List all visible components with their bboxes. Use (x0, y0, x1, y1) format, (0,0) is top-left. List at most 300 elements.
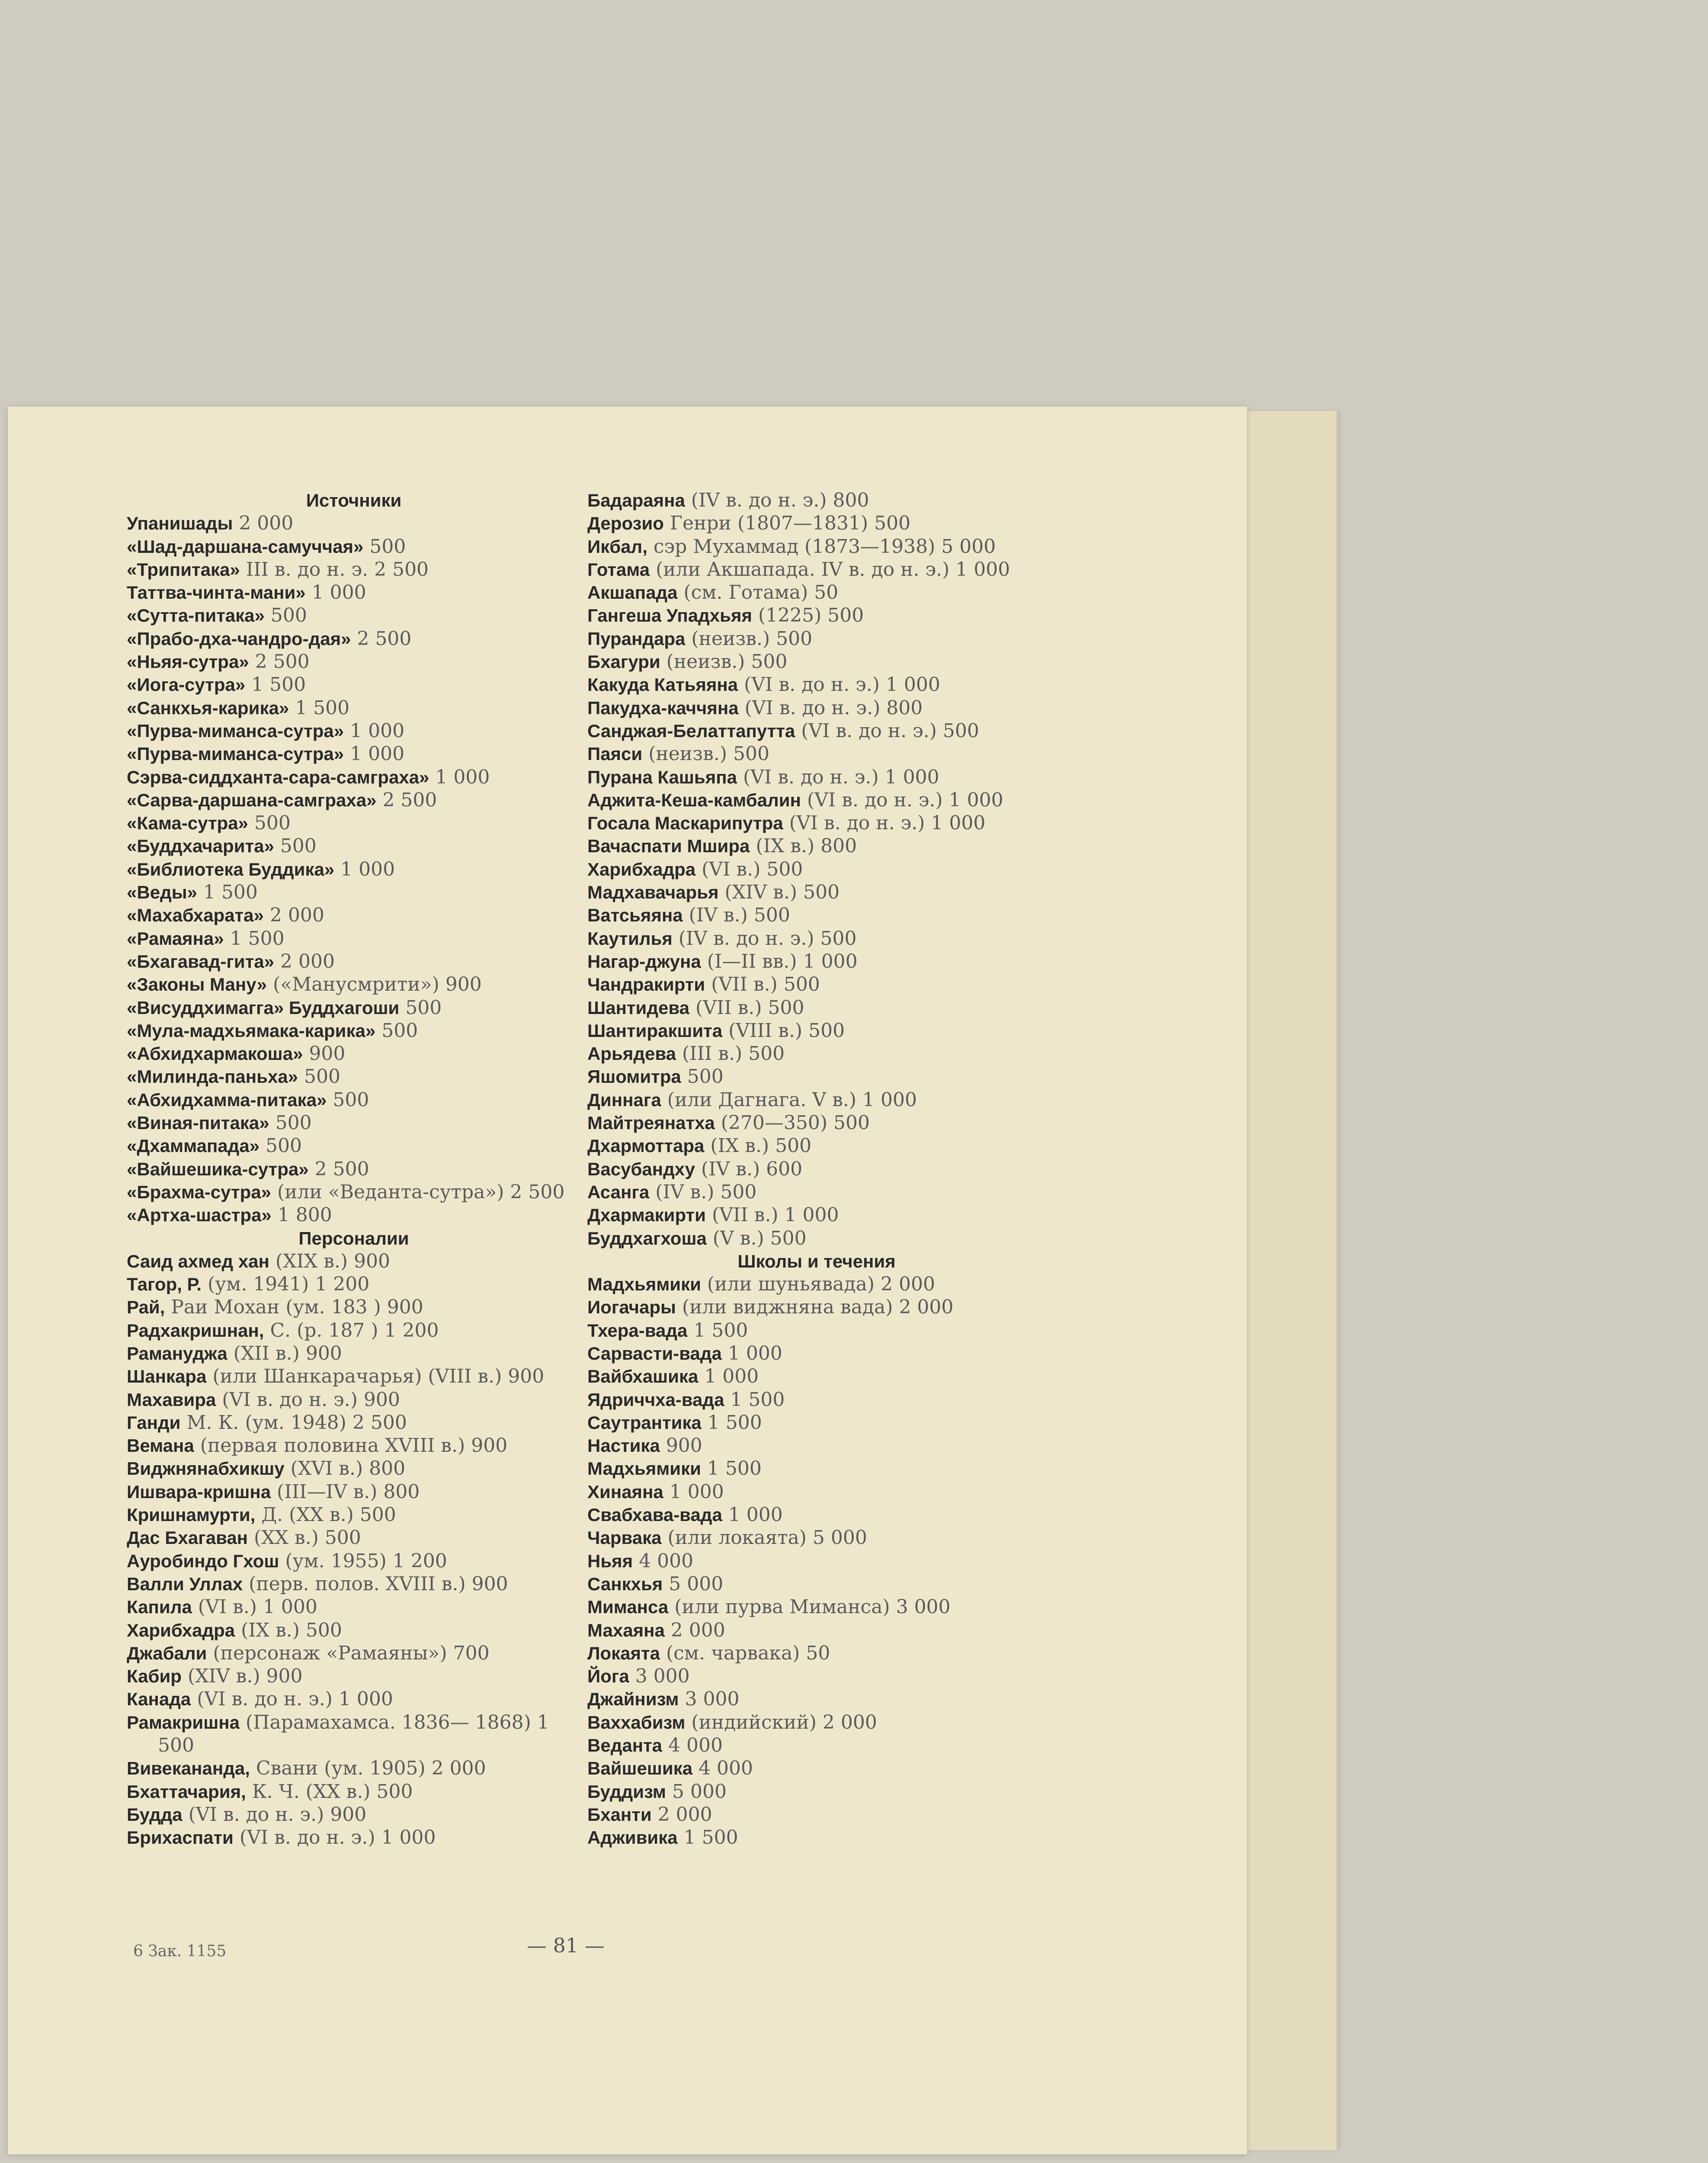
index-entry (127, 766, 581, 789)
entry-details: 4 000 (633, 1550, 694, 1572)
entry-heading: Дхармоттара (587, 1136, 705, 1156)
entry-details: (ум. 1941) 1 200 (201, 1273, 370, 1296)
entry-heading: Гангеша Упадхьяя (587, 605, 752, 626)
index-entry (587, 719, 1046, 742)
index-entry (587, 1181, 1046, 1203)
entry-details: (1225) 500 (752, 604, 864, 627)
entry-heading: Пакудха-каччяна (587, 697, 739, 718)
index-entry (587, 512, 1046, 535)
entry-heading: «Мула-мадхьямака-карика» (127, 1020, 376, 1041)
entry-heading: «Шад-даршана-самуччая» (127, 536, 364, 557)
entry-details: (IV в. до н. э.) 500 (672, 927, 857, 950)
index-entry (587, 1757, 1046, 1780)
entry-heading: «Пурва-миманса-сутра» (127, 744, 344, 764)
index-entry (587, 1434, 1046, 1457)
entry-heading: Шантидева (587, 997, 689, 1018)
entry-details: (XIV в.) 500 (718, 881, 840, 904)
entry-details: (Парамахамса. 1836— 1868) 1 500 (158, 1711, 549, 1757)
entry-heading: Мадхавачарья (587, 882, 719, 903)
entry-details: 2 000 (233, 512, 294, 535)
entry-details: (VII в.) 500 (705, 973, 820, 996)
entry-details: (VI в. до н. э.) 1 000 (783, 812, 986, 834)
entry-details: 1 000 (344, 719, 405, 742)
entry-heading: Паяси (587, 744, 643, 764)
entry-details: 2 000 (651, 1803, 712, 1826)
index-entry (127, 812, 581, 834)
entry-heading: «Виная-питака» (127, 1113, 269, 1133)
entry-details: К. Ч. (XX в.) 500 (246, 1780, 413, 1803)
entry-details: (индийский) 2 000 (685, 1711, 877, 1733)
index-entry (127, 1388, 581, 1411)
sources-heading: Источники (306, 490, 402, 510)
index-entry (587, 1111, 1046, 1134)
index-entry (587, 1503, 1046, 1526)
entry-details: Свани (ум. 1905) 2 000 (250, 1757, 486, 1780)
printer-signature: 6 Зак. 1155 (133, 1942, 227, 1960)
index-entry (127, 581, 581, 604)
entry-heading: Арьядева (587, 1043, 676, 1064)
entry-heading: Вивекананда, (127, 1758, 250, 1779)
index-entry (127, 996, 581, 1019)
entry-details: (IX в.) 800 (750, 835, 857, 857)
index-entry (127, 858, 581, 881)
entry-heading: «Артха-шастра» (127, 1205, 272, 1226)
entry-details: 500 (269, 1112, 312, 1134)
entry-heading: Свабхава-вада (587, 1505, 722, 1525)
entry-details: 1 000 (305, 581, 366, 604)
index-entry (587, 535, 1046, 558)
entry-details: (или Дагнага. V в.) 1 000 (661, 1088, 917, 1111)
index-entry (587, 673, 1046, 696)
entry-details: 500 (363, 535, 406, 558)
index-entry (587, 1158, 1046, 1181)
index-entry (587, 1550, 1046, 1573)
index-entry (587, 766, 1046, 789)
index-entry (127, 673, 581, 696)
entry-heading: Кабир (127, 1666, 182, 1687)
index-entry (127, 535, 581, 558)
entry-heading: Ядриччха-вада (587, 1389, 724, 1410)
index-entry (587, 1803, 1046, 1826)
index-entry (127, 1181, 581, 1203)
index-entry (127, 1780, 581, 1803)
entry-heading: «Бхагавад-гита» (127, 951, 274, 972)
entry-details: 2 500 (376, 789, 437, 811)
entry-heading: Настика (587, 1435, 660, 1456)
entry-heading: «Абхидхамма-питака» (127, 1089, 327, 1110)
entry-details: 2 500 (249, 651, 310, 673)
entry-details: Раи Мохан (ум. 183 ) 900 (165, 1296, 423, 1319)
entry-details: (III в.) 500 (676, 1043, 785, 1065)
entry-details: (IV в.) 500 (649, 1181, 757, 1203)
entry-heading: Асанга (587, 1181, 650, 1202)
entry-heading: Шантиракшита (587, 1020, 723, 1041)
entry-heading: Ганди (127, 1412, 181, 1433)
entry-details: (VII в.) 1 000 (705, 1204, 839, 1226)
index-entry (587, 1365, 1046, 1388)
entry-heading: Тагор, Р. (127, 1274, 202, 1295)
entry-heading: «Сутта-питака» (127, 605, 265, 626)
index-entry (587, 973, 1046, 996)
index-entry (587, 627, 1046, 650)
index-entry (127, 1342, 581, 1365)
entry-details: (персонаж «Рамаяны») 700 (207, 1642, 490, 1664)
entry-heading: Икбал, (587, 536, 647, 557)
index-entry (127, 1573, 581, 1595)
entry-details: 5 000 (666, 1780, 727, 1803)
index-entry (127, 1111, 581, 1134)
entry-details: 2 000 (274, 950, 335, 972)
entry-heading: Мадхьямики (587, 1458, 701, 1479)
index-entry (127, 834, 581, 857)
entry-heading: Санджая-Белаттапутта (587, 720, 795, 741)
entry-heading: «Сарва-даршана-самграха» (127, 789, 377, 810)
entry-heading: Готама (587, 559, 650, 580)
schools-list (587, 1273, 1046, 1849)
entry-details: (VI в. до н. э.) 1 000 (191, 1688, 393, 1711)
entry-heading: Валли Уллах (127, 1573, 243, 1594)
entry-heading: Джайнизм (587, 1689, 679, 1710)
index-entry (587, 1780, 1046, 1803)
entry-details: (VI в. до н. э.) 1 000 (738, 674, 940, 696)
entry-details: 1 800 (271, 1204, 332, 1226)
entry-heading: Вемана (127, 1435, 194, 1456)
index-entry (587, 1227, 1046, 1250)
index-entry (587, 812, 1046, 834)
index-entry (587, 1134, 1046, 1157)
entry-heading: «Прабо-дха-чандро-дая» (127, 628, 351, 649)
index-entry (587, 1711, 1046, 1734)
entry-details: (VI в.) 500 (695, 858, 803, 880)
index-entry (127, 1158, 581, 1181)
entry-details: (VI в. до н. э.) 900 (182, 1803, 367, 1826)
index-entry (127, 1550, 581, 1573)
index-entry (587, 1065, 1046, 1088)
index-entry (587, 858, 1046, 881)
entry-details: (ум. 1955) 1 200 (279, 1550, 447, 1572)
index-entry (587, 742, 1046, 765)
entry-details: 1 500 (289, 696, 350, 719)
entry-heading: Ватсьяяна (587, 905, 683, 926)
entry-heading: Виджнянабхикшу (127, 1458, 285, 1479)
index-entry (587, 604, 1046, 627)
index-entry (127, 1757, 581, 1780)
entry-details: (I—II вв.) 1 000 (701, 950, 858, 972)
entry-details: (VI в. до н. э.) 1 000 (737, 766, 939, 788)
index-entry (127, 789, 581, 812)
entry-heading: Буддизм (587, 1781, 666, 1802)
entry-details: (IX в.) 500 (235, 1619, 342, 1641)
index-entry (587, 1088, 1046, 1111)
page-number: — 81 — (527, 1934, 605, 1957)
index-entry (127, 1434, 581, 1457)
entry-details: 1 500 (701, 1457, 762, 1480)
entry-details: (см. Готама) 50 (677, 581, 839, 604)
entry-heading: «Веды» (127, 882, 197, 903)
entry-heading: Упанишады (127, 513, 233, 534)
index-entry (127, 904, 581, 927)
entry-details: (V в.) 500 (706, 1227, 807, 1249)
entry-heading: Тхера-вада (587, 1320, 688, 1341)
index-entry (127, 650, 581, 673)
index-entry (127, 742, 581, 765)
entry-heading: Вайбхашика (587, 1366, 699, 1387)
entry-heading: Бадараяна (587, 490, 685, 510)
entry-heading: Локаята (587, 1643, 660, 1663)
index-entry (587, 1526, 1046, 1549)
index-entry (127, 1619, 581, 1642)
entry-details: М. К. (ум. 1948) 2 500 (180, 1411, 407, 1434)
index-entry (127, 1480, 581, 1503)
entry-details: 900 (303, 1043, 346, 1065)
entry-details: (VI в. до н. э.) 800 (738, 696, 923, 719)
entry-heading: Радхакришнан, (127, 1320, 264, 1341)
index-entry (587, 881, 1046, 904)
entry-details: 2 000 (263, 904, 324, 927)
entry-heading: Васубандху (587, 1159, 695, 1179)
entry-details: 2 000 (664, 1619, 725, 1641)
entry-heading: Адживика (587, 1827, 678, 1848)
entry-details: 500 (298, 1065, 340, 1088)
entry-details: 500 (274, 835, 317, 857)
entry-details: (IV в.) 500 (683, 904, 790, 927)
index-entry (127, 1273, 581, 1296)
entry-heading: «Махабхарата» (127, 905, 264, 926)
entry-heading: Санкхья (587, 1573, 663, 1594)
entry-details: 1 000 (344, 743, 405, 765)
entry-heading: Рай, (127, 1297, 165, 1318)
entry-heading: Дерозио (587, 513, 664, 534)
underlying-page-edge (1246, 411, 1338, 2150)
entry-details: 500 (681, 1065, 724, 1088)
entry-heading: Какуда Катьяяна (587, 674, 738, 695)
entry-heading: Мадхьямики (587, 1274, 701, 1295)
entry-heading: «Библиотека Буддика» (127, 859, 335, 879)
persons-heading: Персоналии (298, 1228, 409, 1248)
entry-heading: Махавира (127, 1389, 216, 1410)
entry-details: 1 000 (429, 766, 490, 788)
entry-details: (или шуньявада) 2 000 (701, 1273, 935, 1296)
entry-details: 500 (327, 1088, 369, 1111)
sources-list (127, 512, 581, 1226)
entry-heading: Буддхагхоша (587, 1228, 707, 1248)
index-entry (127, 1134, 581, 1157)
index-entry (127, 950, 581, 973)
entry-heading: «Дхаммапада» (127, 1136, 260, 1156)
entry-heading: «Трипитака» (127, 559, 240, 580)
left-column (127, 489, 581, 1849)
index-entry (127, 512, 581, 535)
entry-heading: Бханти (587, 1804, 652, 1825)
entry-heading: Канада (127, 1689, 191, 1710)
entry-details: (XIV в.) 900 (181, 1665, 303, 1688)
entry-details: (или Акшапада. IV в. до н. э.) 1 000 (650, 558, 1010, 581)
entry-heading: Чандракирти (587, 974, 705, 995)
index-entry (127, 1688, 581, 1711)
entry-details: (270—350) 500 (715, 1112, 870, 1134)
entry-details: 3 000 (629, 1665, 690, 1688)
persons-continued-list (587, 489, 1046, 1250)
index-entry (587, 1480, 1046, 1503)
index-entry (587, 696, 1046, 719)
index-entry (587, 904, 1046, 927)
entry-details: 2 500 (351, 627, 412, 650)
index-entry (127, 1595, 581, 1618)
index-entry (127, 1088, 581, 1111)
entry-details: 500 (248, 812, 291, 834)
entry-heading: Джабали (127, 1643, 207, 1663)
entry-heading: «Иога-сутра» (127, 674, 246, 695)
right-column (587, 489, 1046, 1849)
entry-details: 2 500 (308, 1158, 369, 1180)
index-entry (587, 1319, 1046, 1342)
entry-details: 500 (260, 1135, 302, 1157)
index-entry (587, 1688, 1046, 1711)
index-entry (127, 1457, 581, 1480)
entry-heading: Йога (587, 1666, 629, 1687)
entry-heading: Ньяя (587, 1550, 633, 1571)
index-entry (587, 1642, 1046, 1665)
index-entry (587, 650, 1046, 673)
entry-details: (VI в.) 1 000 (192, 1596, 317, 1618)
entry-details: 1 000 (663, 1480, 724, 1503)
entry-heading: Вайшешика (587, 1758, 693, 1779)
entry-heading: Бхагури (587, 651, 660, 672)
entry-details: (первая половина XVIII в.) 900 (194, 1435, 508, 1457)
index-entry (127, 604, 581, 627)
entry-heading: Будда (127, 1804, 183, 1825)
entry-heading: Махаяна (587, 1620, 665, 1640)
entry-details: 500 (375, 1019, 418, 1042)
index-entry (587, 1042, 1046, 1065)
index-entry (587, 1296, 1046, 1319)
entry-heading: Госала Маскарипутра (587, 813, 783, 834)
index-entry (127, 1203, 581, 1226)
index-entry (587, 834, 1046, 857)
entry-heading: Шанкара (127, 1366, 207, 1387)
entry-details: (перв. полов. XVIII в.) 900 (243, 1573, 508, 1595)
index-entry (587, 1573, 1046, 1595)
index-entry (587, 996, 1046, 1019)
entry-details: (IX в.) 500 (704, 1135, 812, 1157)
entry-details: 1 500 (245, 674, 306, 696)
entry-heading: «Рамаяна» (127, 928, 224, 949)
index-entry (127, 1250, 581, 1273)
entry-heading: Чарвака (587, 1528, 662, 1548)
index-entry (127, 1526, 581, 1549)
entry-heading: Саид ахмед хан (127, 1251, 269, 1271)
entry-details: (или виджняна вада) 2 000 (676, 1296, 954, 1319)
entry-heading: Пурана Кашьяпа (587, 767, 737, 787)
index-entry (127, 1642, 581, 1665)
index-entry (127, 1411, 581, 1434)
index-entry (127, 881, 581, 904)
index-entry (587, 489, 1046, 512)
entry-details: (или локаята) 5 000 (661, 1527, 867, 1549)
entry-heading: «Абхидхармакоша» (127, 1043, 303, 1064)
entry-details: 1 500 (224, 927, 285, 950)
schools-heading: Школы и течения (737, 1251, 896, 1271)
entry-details: (неизв.) 500 (685, 627, 813, 650)
entry-heading: «Брахма-сутра» (127, 1181, 271, 1202)
index-entry (127, 1803, 581, 1826)
entry-heading: Веданта (587, 1735, 663, 1756)
index-entry (587, 1273, 1046, 1296)
entry-details: (неизв.) 500 (660, 651, 788, 673)
entry-details: (IV в.) 600 (695, 1158, 803, 1180)
entry-heading: Каутилья (587, 928, 673, 949)
index-entry (127, 927, 581, 950)
index-entry (127, 1019, 581, 1042)
entry-details: 900 (660, 1435, 702, 1457)
entry-heading: Бхаттачария, (127, 1781, 246, 1802)
entry-details: (XIX в.) 900 (269, 1250, 390, 1272)
index-entry (587, 1019, 1046, 1042)
entry-heading: «Санкхья-карика» (127, 697, 289, 718)
entry-details: 5 000 (663, 1573, 724, 1595)
index-entry (587, 1411, 1046, 1434)
index-entry (127, 627, 581, 650)
entry-heading: Ауробиндо Гхош (127, 1550, 279, 1571)
entry-details: 4 000 (662, 1734, 723, 1757)
index-entry (127, 1503, 581, 1526)
entry-heading: Харибхадра (127, 1620, 235, 1640)
entry-heading: Пурандара (587, 628, 686, 649)
index-entry (587, 1595, 1046, 1618)
entry-heading: Капила (127, 1597, 192, 1617)
entry-heading: Харибхадра (587, 859, 696, 879)
index-entry (587, 1457, 1046, 1480)
entry-details: 1 000 (722, 1504, 783, 1526)
index-entry (127, 1296, 581, 1319)
entry-details: (VI в. до н. э.) 1 000 (233, 1826, 436, 1849)
entry-details: Д. (XX в.) 500 (255, 1504, 396, 1526)
entry-details: (см. чарвака) 50 (660, 1642, 830, 1664)
entry-details: (или «Веданта-сутра») 2 500 (271, 1181, 565, 1203)
entry-details: (XII в.) 900 (227, 1342, 342, 1364)
entry-heading: «Кама-сутра» (127, 813, 248, 834)
index-entry (127, 1826, 581, 1849)
entry-heading: «Законы Ману» (127, 974, 267, 995)
entry-heading: Диннага (587, 1089, 661, 1110)
entry-heading: Миманса (587, 1597, 669, 1617)
entry-heading: Дас Бхагаван (127, 1528, 248, 1548)
entry-heading: Кришнамурти, (127, 1505, 256, 1525)
index-entry (587, 789, 1046, 812)
entry-details: 1 500 (197, 881, 258, 904)
index-entry (127, 1042, 581, 1065)
entry-details: III в. до н. э. 2 500 (240, 558, 429, 581)
index-entry (127, 973, 581, 996)
entry-details: (IV в. до н. э.) 800 (685, 489, 869, 511)
entry-details: С. (р. 187 ) 1 200 (264, 1319, 439, 1341)
index-entry (587, 950, 1046, 973)
entry-heading: Хинаяна (587, 1481, 663, 1502)
entry-heading: «Вайшешика-сутра» (127, 1159, 309, 1179)
index-entry (587, 1665, 1046, 1688)
entry-heading: Дхармакирти (587, 1205, 706, 1226)
index-entry (127, 719, 581, 742)
entry-details: 4 000 (692, 1757, 753, 1780)
entry-heading: Ваххабизм (587, 1712, 686, 1733)
entry-details: 1 000 (721, 1342, 782, 1364)
index-entry (127, 1665, 581, 1688)
entry-heading: Сэрва-сиддханта-сара-самграха» (127, 767, 429, 787)
entry-heading: «Ньяя-сутра» (127, 651, 249, 672)
entry-heading: Брихаспати (127, 1827, 234, 1848)
entry-details: (VI в. до н. э.) 1 000 (801, 789, 1003, 811)
entry-details: (неизв.) 500 (642, 743, 769, 765)
